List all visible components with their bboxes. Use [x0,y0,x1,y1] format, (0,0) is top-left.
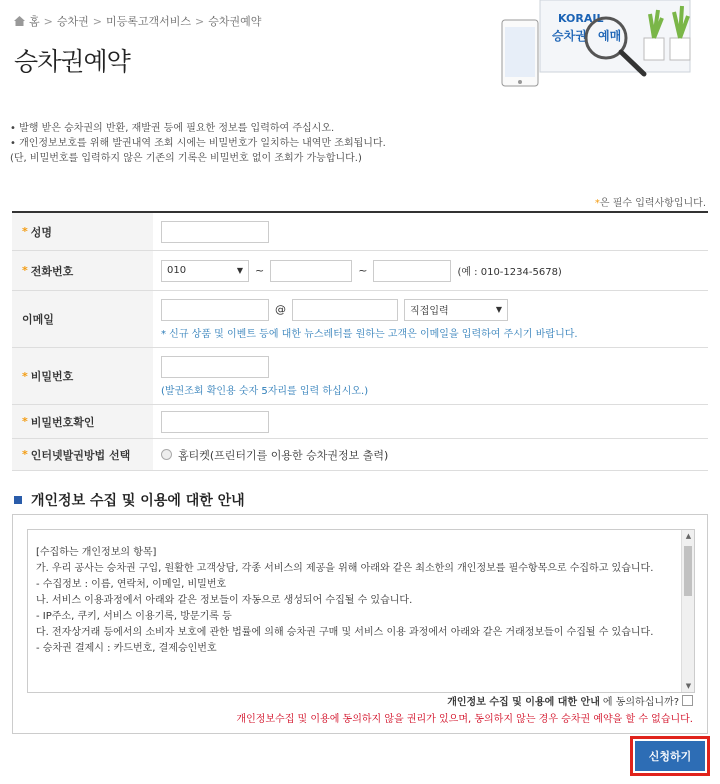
phone-prefix-select[interactable] [161,260,249,282]
submit-button[interactable]: 신청하기 [635,741,705,771]
email-domain-select[interactable] [404,299,508,321]
terms-line: 가. 우리 공사는 승차권 구입, 원활한 고객상담, 각종 서비스의 제공을 위해 아래와 같은 최소한의 개인정보를 필수항목으로 수집하고 있습니다. [36,563,654,574]
korail-logo-text: KORAIL [558,12,604,25]
email-label-text: 이메일 [22,313,54,326]
agree-question-text: 에 동의하십니까? [602,697,679,708]
email-hint: * 신규 상품 및 이벤트 등에 대한 뉴스레터를 원하는 고객은 이메일을 입력하여 주시기 바랍니다. [161,328,578,340]
issue-method-label-text: 인터넷발권방법 선택 [30,448,131,462]
home-ticket-label[interactable]: 홈티켓(프린터기를 이용한 승차권정보 출력) [178,448,389,462]
required-star: * [22,264,28,277]
required-note-text: 은 필수 입력사항입니다. [599,198,706,209]
required-star: * [22,448,28,461]
page-title: 승차권예약 [14,47,130,76]
ticket-booking-illustration [494,0,720,96]
required-star: * [22,225,28,238]
phone-dash: ~ [358,264,368,277]
privacy-agree-checkbox[interactable] [682,695,693,706]
terms-line: 나. 서비스 이용과정에서 아래와 같은 정보들이 자동으로 생성되어 수집될 수 있습니다. [36,595,413,606]
breadcrumb-item[interactable]: 승차권예약 [208,15,262,28]
breadcrumb-item[interactable]: 미등록고객서비스 [105,15,191,28]
dropdown-arrow-icon: ▼ [236,266,243,275]
password-input[interactable] [161,356,269,378]
notice-line: • 개인정보보호를 위해 발권내역 조회 시에는 비밀번호가 일치하는 내역만 조회됩니다. [10,138,386,149]
password-confirm-input[interactable] [161,411,269,433]
name-label [12,213,153,250]
terms-line: - IP주소, 쿠키, 서비스 이용기록, 방문기록 등 [36,611,232,622]
home-icon[interactable] [14,16,25,26]
terms-line: 다. 전자상거래 등에서의 소비자 보호에 관한 법률에 의해 승차권 구매 및 서비스 이용 과정에서 아래와 같은 거래정보들이 수집될 수 있습니다. [36,627,654,638]
phone-row [12,251,708,291]
password-hint: (발권조회 확인용 숫자 5자리를 입력 하십시오.) [161,385,369,397]
notice-text [10,121,386,166]
home-ticket-radio[interactable] [161,449,172,460]
email-local-input[interactable] [161,299,269,321]
name-label-text: 성명 [30,225,53,239]
privacy-terms-textarea[interactable] [27,529,695,693]
breadcrumb-separator: > [43,14,53,28]
phone-dash: ~ [255,264,265,277]
phone-label-text: 전화번호 [30,264,74,278]
required-star: * [22,415,28,428]
phone-middle-input[interactable] [270,260,352,282]
phone-last-input[interactable] [373,260,451,282]
email-label [12,291,153,347]
hero-text-2: 예매 [598,29,622,43]
required-star: * [22,369,28,383]
name-input[interactable] [161,221,269,243]
issue-method-label [12,439,153,470]
password-confirm-label-text: 비밀번호확인 [30,415,95,429]
email-domain-select-value: 직접입력 [410,306,449,317]
terms-line: - 수집정보 : 이름, 연락처, 이메일, 비밀번호 [36,579,227,590]
phone-prefix-value: 010 [167,265,187,276]
phone-example: (예 : 010-1234-5678) [457,267,562,278]
password-confirm-label [12,405,153,438]
breadcrumb-item[interactable]: 승차권 [56,15,89,28]
password-confirm-row [12,405,708,439]
notice-line: (단, 비밀번호를 입력하지 않은 기존의 기록은 비밀번호 없이 조회가 가능합니다.) [10,153,362,164]
terms-scrollbar[interactable] [681,530,694,692]
privacy-section-title [14,490,245,510]
scroll-thumb[interactable] [684,546,692,596]
password-label-text: 비밀번호 [30,370,74,383]
privacy-section-title-text: 개인정보 수집 및 이용에 대한 안내 [31,493,245,509]
privacy-terms-text [36,545,676,657]
email-domain-input[interactable] [292,299,398,321]
breadcrumb [14,13,261,29]
email-at-sign: @ [275,303,286,316]
reservation-form [12,211,708,471]
phone-label [12,251,153,290]
name-row [12,213,708,251]
section-bullet-icon [14,496,22,504]
privacy-box [12,514,708,734]
terms-line: [수집하는 개인정보의 항목] [36,547,157,558]
scroll-down-icon[interactable]: ▼ [685,682,692,690]
notice-line: • 발행 받은 승차권의 반환, 재발권 등에 필요한 정보를 입력하여 주십시오. [10,123,335,134]
password-row [12,348,708,405]
hero-illustration [494,0,720,96]
password-label [12,348,153,404]
hero-text-1: 승차권 [552,29,587,43]
required-star: * [594,198,600,209]
email-row [12,291,708,348]
agree-bold-text: 개인정보 수집 및 이용에 대한 안내 [447,697,600,708]
submit-highlight [630,736,710,776]
scroll-up-icon[interactable]: ▲ [685,532,692,540]
terms-line: - 승차권 결제시 : 카드번호, 결제승인번호 [36,643,217,654]
privacy-warning: 개인정보수집 및 이용에 동의하지 않을 권리가 있으며, 동의하지 않는 경우 승차권 예약을 할 수 없습니다. [236,714,693,725]
required-note [595,194,706,209]
privacy-agree [447,693,693,708]
breadcrumb-separator: > [92,14,102,28]
dropdown-arrow-icon: ▼ [495,305,502,314]
issue-method-row [12,439,708,471]
breadcrumb-separator: > [194,14,205,28]
breadcrumb-home[interactable]: 홈 [29,15,40,28]
